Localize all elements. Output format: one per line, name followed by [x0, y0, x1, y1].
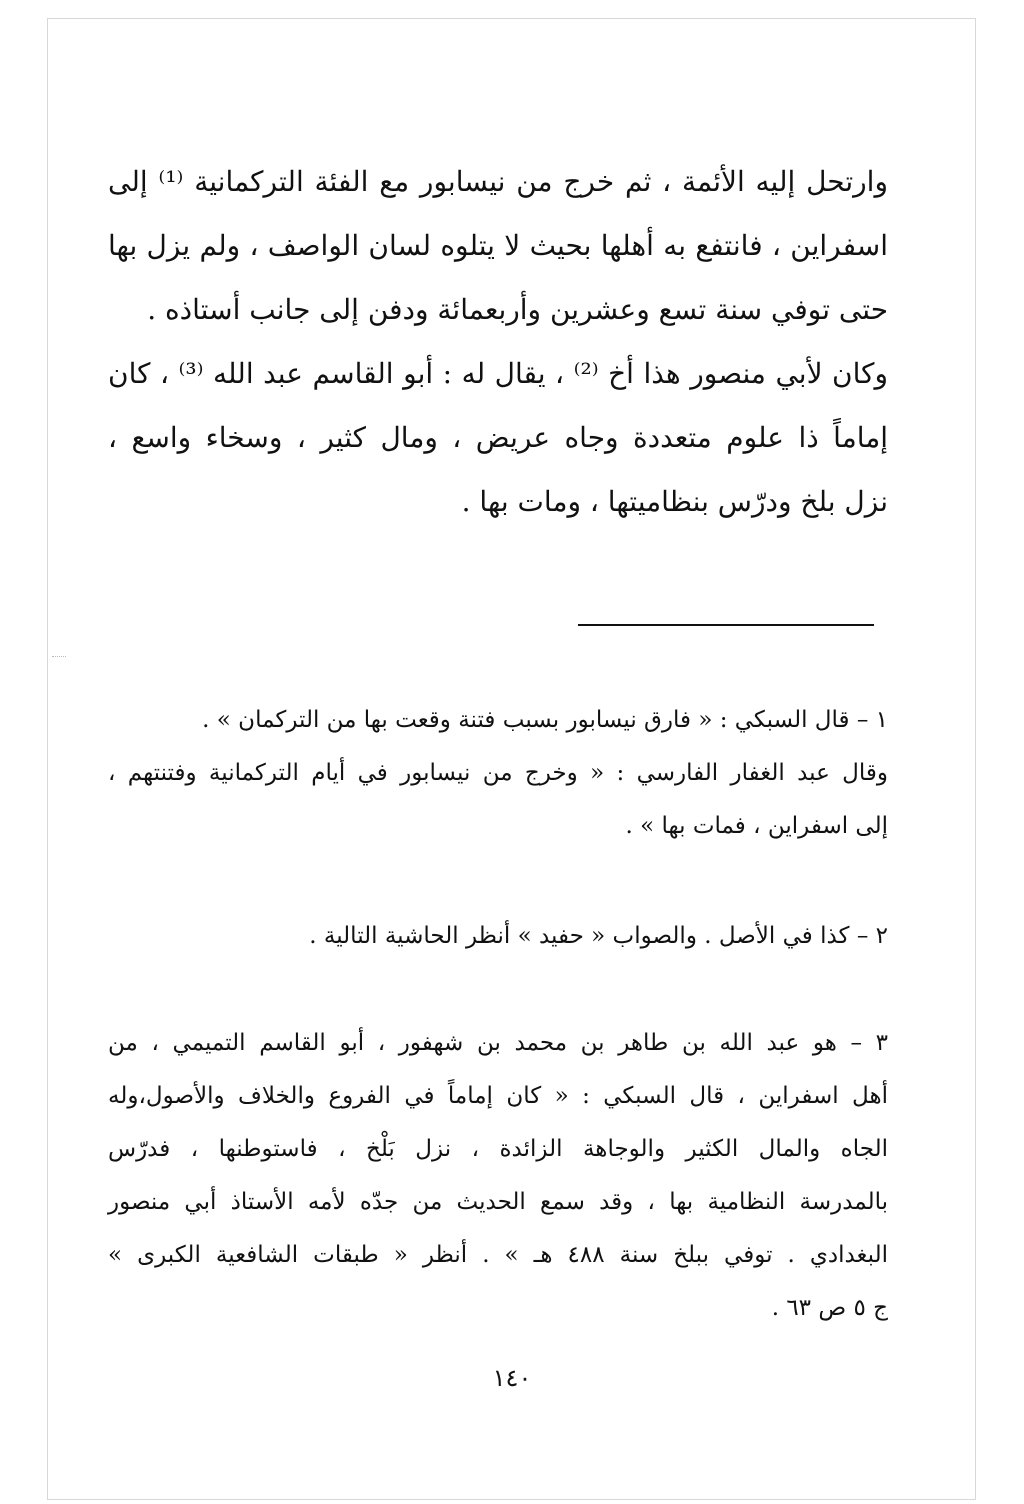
footnote-line: إلى اسفراين ، فمات بها » . — [625, 813, 888, 839]
page-number: ١٤٠ — [492, 1364, 532, 1392]
footnote-line: أهل اسفراين ، قال السبكي : « كان إماماً في الفروع والخلاف والأصول،وله — [108, 1083, 888, 1109]
footnote-line: ١ – قال السبكي : « فارق نيسابور بسبب فتنة وقعت بها من التركمان » . — [202, 707, 888, 733]
main-text-block — [108, 150, 888, 534]
main-text-line: وكان لأبي منصور هذا أخ ⁽²⁾ ، يقال له : أبو القاسم عبد الله ⁽³⁾ ، كان — [108, 357, 889, 390]
main-text-line: وارتحل إليه الأئمة ، ثم خرج من نيسابور مع الفئة التركمانية ⁽¹⁾ إلى — [108, 165, 888, 198]
footnote-line: الجاه والمال الكثير والوجاهة الزائدة ، نزل بَلْخ ، فاستوطنها ، فدرّس — [108, 1136, 888, 1162]
footnote-2 — [108, 910, 888, 963]
footnote-divider — [578, 624, 874, 626]
footnote-line: ج ٥ ص ٦٣ . — [771, 1295, 888, 1321]
main-text-line: نزل بلخ ودرّس بنظاميتها ، ومات بها . — [461, 485, 888, 518]
main-text-line: حتى توفي سنة تسع وعشرين وأربعمائة ودفن إلى جانب أستاذه . — [147, 293, 888, 326]
footnote-line: ٣ – هو عبد الله بن طاهر بن محمد بن شهفور ، أبو القاسم التميمي ، من — [108, 1030, 888, 1056]
footnote-line: بالمدرسة النظامية بها ، وقد سمع الحديث من جدّه لأمه الأستاذ أبي منصور — [108, 1189, 888, 1215]
footnote-3 — [108, 1017, 888, 1335]
footnote-1 — [108, 694, 888, 853]
footnote-line: وقال عبد الغفار الفارسي : « وخرج من نيسابور في أيام التركمانية وفتنتهم ، — [108, 760, 888, 786]
footnote-line: ٢ – كذا في الأصل . والصواب « حفيد » أنظر الحاشية التالية . — [309, 923, 888, 949]
main-text-line: إماماً ذا علوم متعددة وجاه عريض ، ومال كثير ، وسخاء واسع ، — [108, 421, 888, 454]
footnote-line: البغدادي . توفي ببلخ سنة ٤٨٨ هـ » . أنظر « طبقات الشافعية الكبرى » — [108, 1242, 888, 1268]
scan-speck — [52, 656, 66, 658]
main-text-line: اسفراين ، فانتفع به أهلها بحيث لا يتلوه لسان الواصف ، ولم يزل بها — [108, 229, 888, 262]
